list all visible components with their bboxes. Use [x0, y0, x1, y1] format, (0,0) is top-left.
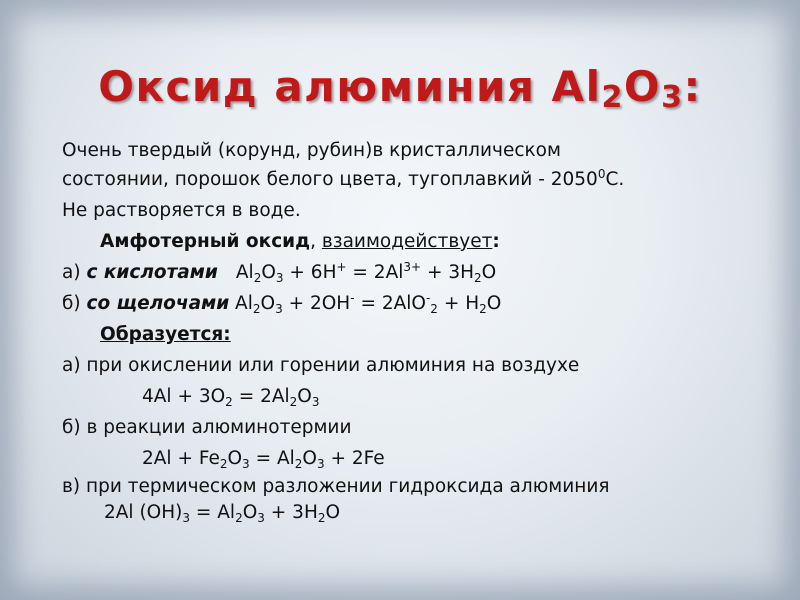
description-text-3: Не растворяется в воде. — [62, 200, 301, 221]
title-mid: O — [623, 62, 662, 111]
description-line-3 — [62, 195, 772, 226]
forms-b-line — [62, 412, 772, 443]
title-sub-1: 2 — [601, 80, 624, 115]
description-text-1: Очень твердый (корунд, рубин)в кристаллическом — [62, 140, 561, 161]
forms-a-line — [62, 350, 772, 381]
title-sub-2: 3 — [661, 80, 684, 115]
acids-label: с кислотами — [86, 262, 218, 283]
forms-b-text: б) в реакции алюминотермии — [62, 417, 352, 438]
title-text: Оксид алюминия Al — [98, 62, 602, 111]
equation-1-line — [62, 381, 772, 412]
forms-heading: Образуется: — [100, 324, 231, 345]
interacts-label: взаимодействует — [321, 231, 493, 252]
acids-equation: $Al_2O_3 + 6H^+ = 2Al^{3+} + 3H_2O$ — [235, 260, 497, 285]
title-tail: : — [683, 62, 702, 111]
forms-heading-line — [62, 319, 772, 350]
equation-2-line — [62, 443, 772, 474]
acids-reaction-line — [62, 257, 772, 288]
description-line-1 — [62, 138, 772, 164]
forms-c-text: в) при термическом разложении гидроксида алюминия — [62, 476, 610, 497]
slide-title — [0, 62, 800, 115]
description-line-2 — [62, 164, 772, 195]
slide-content — [62, 138, 772, 526]
description-text-2: состоянии, порошок белого цвета, тугоплавкий - 2050 — [62, 169, 598, 190]
equation-3: 2Al $(OH)_3 = Al_2O_3 + 3H_2O$ — [104, 502, 341, 525]
equation-2: $2Al + Fe_2O_3 = Al_2O_3 + 2Fe$ — [142, 448, 385, 471]
degree-superscript: 0 — [597, 167, 606, 181]
alkali-equation: $Al_2O_3 + 2OH^- = 2AlO^-_2 + H_2O$ — [229, 291, 502, 316]
amphoteric-comma: , — [310, 231, 322, 252]
forms-a-text: а) при окислении или горении алюминия на воздухе — [62, 355, 580, 376]
alkali-label: со щелочами — [86, 293, 230, 314]
amphoteric-line — [62, 226, 772, 257]
equation-1: $4Al + 3O_2 = 2Al_2O_3$ — [142, 386, 320, 409]
alkali-reaction-line — [62, 288, 772, 319]
forms-c-line — [62, 474, 772, 500]
amphoteric-label: Амфотерный оксид — [100, 231, 311, 252]
alkali-prefix: б) — [62, 293, 87, 314]
description-text-2b: С. — [605, 169, 625, 190]
amphoteric-colon: : — [492, 231, 500, 252]
equation-3-line — [62, 500, 772, 526]
acids-prefix: а) — [62, 262, 87, 283]
